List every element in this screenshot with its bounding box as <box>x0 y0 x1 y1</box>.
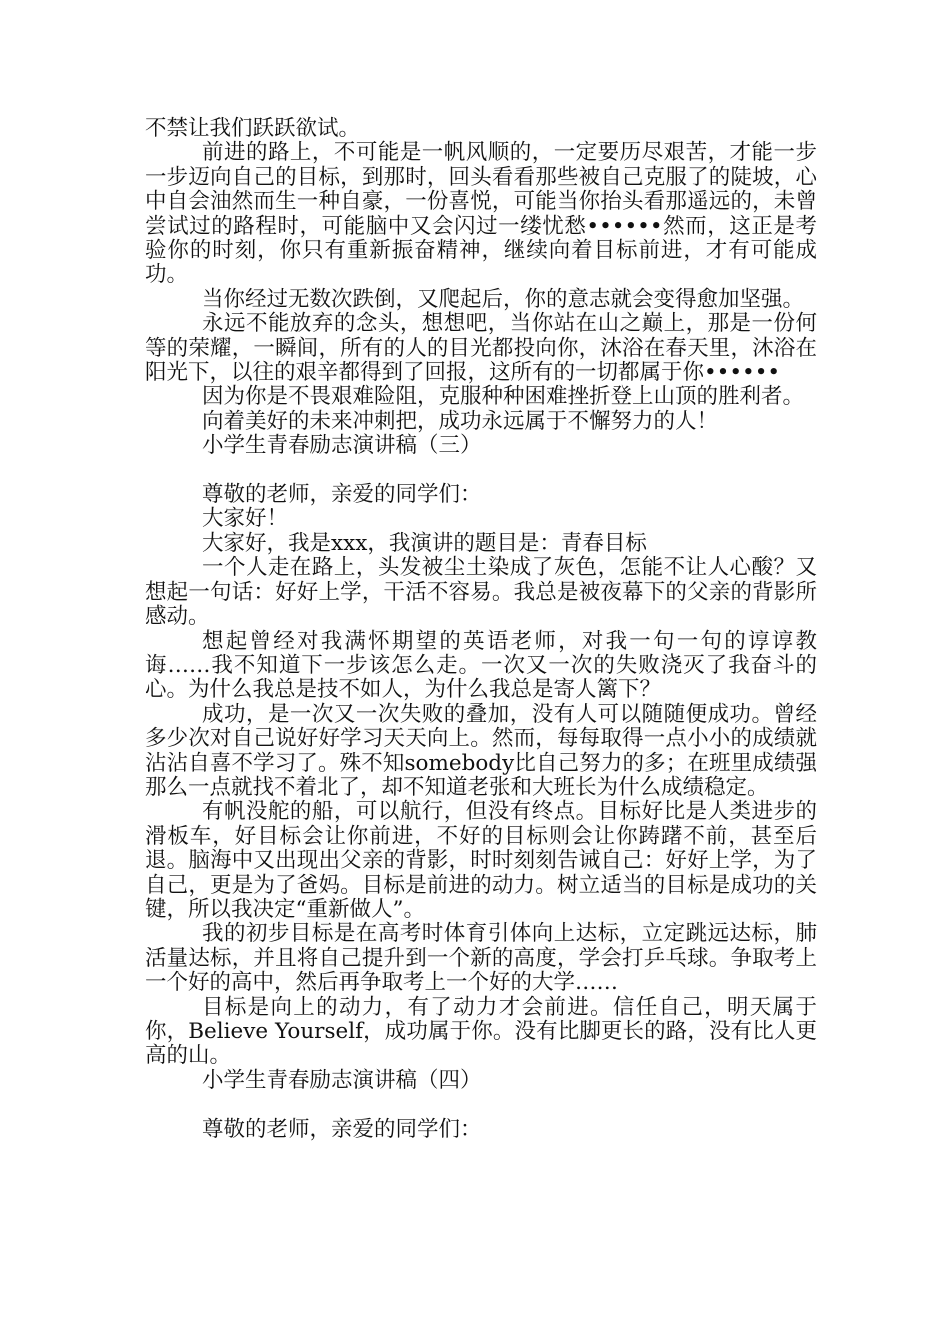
paragraph-3: 当你经过无数次跌倒，又爬起后，你的意志就会变得愈加坚强。 <box>202 286 805 312</box>
paragraph-5: 因为你是不畏艰难险阻，克服种种困难挫折登上山顶的胜利者。 <box>202 384 805 410</box>
salutation: 尊敬的老师，亲爱的同学们： <box>202 1116 482 1142</box>
paragraph-9: 成功，是一次又一次失败的叠加，没有人可以随随便成功。曾经多少次对自己说好好学习天天向上。然而，每每取得一点小小的成绩就沾沾自喜不学习了。殊不知somebody比自己努力的多；在班里成绩强那么一点就找不着北了，却不知道老张和大班长为什么成绩稳定。 <box>145 701 817 800</box>
paragraph-6: 向着美好的未来冲刺把，成功永远属于不懈努力的人！ <box>202 408 719 434</box>
paragraph-2: 前进的路上，不可能是一帆风顺的，一定要历尽艰苦，才能一步一步迈向自己的目标，到那时，回头看看那些被自己克服了的陡坡，心中自会油然而生一种自豪，一份喜悦，可能当你抬头看那遥远的，未曾尝试过的路程时，可能脑中又会闪过一缕忧愁••••••然而，这正是考验你的时刻，你只有重新振奋精神，继续向着目标前进，才有可能成功。 <box>145 140 817 288</box>
greeting: 大家好！ <box>202 506 289 532</box>
paragraph-1: 不禁让我们跃跃欲试。 <box>145 116 361 141</box>
paragraph-7: 一个人走在路上，头发被尘土染成了灰色，怎能不让人心酸？又想起一句话：好好上学，干活不容易。我总是被夜幕下的父亲的背影所感动。 <box>145 555 817 630</box>
paragraph-topic: 大家好，我是xxx，我演讲的题目是：青春目标 <box>202 530 647 556</box>
paragraph-12: 目标是向上的动力，有了动力才会前进。信任自己，明天属于你，Believe Yourself，成功属于你。没有比脚更长的路，没有比人更高的山。 <box>145 994 817 1069</box>
paragraph-8: 想起曾经对我满怀期望的英语老师，对我一句一句的谆谆教诲……我不知道下一步该怎么走。一次又一次的失败浇灭了我奋斗的心。为什么我总是技不如人，为什么我总是寄人篱下？ <box>145 628 817 703</box>
paragraph-10: 有帆没舵的船，可以航行，但没有终点。目标好比是人类进步的滑板车，好目标会让你前进，不好的目标则会让你踌躇不前，甚至后退。脑海中又出现出父亲的背影，时时刻刻告诫自己：好好上学，为了自己，更是为了爸妈。目标是前进的动力。树立适当的目标是成功的关键，所以我决定“重新做人”。 <box>145 799 817 922</box>
blank-line <box>145 1093 817 1117</box>
document-body <box>145 117 817 1142</box>
section-heading-4: 小学生青春励志演讲稿（四） <box>202 1067 482 1093</box>
paragraph-11: 我的初步目标是在高考时体育引体向上达标，立定跳远达标，肺活量达标，并且将自己提升到一个新的高度，学会打乒乓球。争取考上一个好的高中，然后再争取考上一个好的大学…… <box>145 921 817 996</box>
blank-line <box>145 459 817 483</box>
paragraph-4: 永远不能放弃的念头，想想吧，当你站在山之巅上，那是一份何等的荣耀，一瞬间，所有的人的目光都投向你，沐浴在春天里，沐浴在阳光下，以往的艰辛都得到了回报，这所有的一切都属于你•••••• <box>145 311 817 386</box>
section-heading-3: 小学生青春励志演讲稿（三） <box>202 433 482 459</box>
salutation: 尊敬的老师，亲爱的同学们： <box>202 482 482 508</box>
